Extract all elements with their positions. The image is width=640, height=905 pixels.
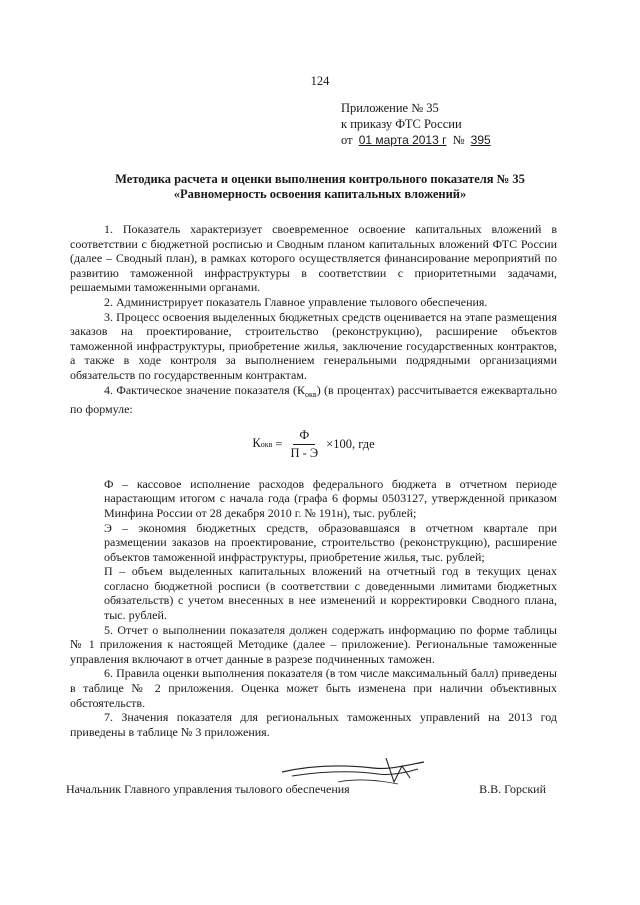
paragraph-5: 5. Отчет о выполнении показателя должен содержать информацию по форме таблицы № 1 приложения к настоящей Методике (далее – приложение). Региональные таможенные управления включают в отчет данные в разрезе подчиненных таможен.	[70, 622, 557, 666]
appendix-number-sign: №	[452, 133, 465, 147]
page-number: 124	[310, 74, 330, 88]
formula-tail: ×100, где	[326, 437, 375, 452]
formula-denominator: П - Э	[290, 446, 319, 461]
paragraph-7: 7. Значения показателя для региональных таможенных управлений на 2013 год приведены в таблице № 3 приложения.	[70, 710, 557, 739]
formula-fraction	[284, 428, 324, 461]
appendix-line-3	[341, 132, 494, 148]
formula	[70, 421, 557, 469]
formula-lhs	[252, 436, 272, 453]
paragraph-4	[70, 383, 557, 417]
title-line-2: «Равномерность освоения капитальных вложений»	[173, 187, 467, 201]
paragraph-4-part-a: 4. Фактическое значение показателя (К	[104, 382, 306, 397]
paragraph-6: 6. Правила оценки выполнения показателя (в том числе максимальный балл) приведены в таблице № 2 приложения. Оценка может быть изменена при наличии объективных обстоятельств.	[70, 666, 557, 710]
formula-equals: =	[275, 437, 283, 452]
document-body	[70, 222, 557, 739]
document-title	[70, 172, 570, 202]
appendix-line-1: Приложение № 35	[341, 101, 439, 115]
appendix-line-2: к приказу ФТС России	[341, 117, 462, 131]
definition-p: П – объем выделенных капитальных вложений на отчетный год в текущих ценах согласно бюджетной росписи (в соответствии с доведенными лимитами бюджетных обязательств) с учетом внесенных в нее изменений и корректировки Сводного плана, тыс. рублей.	[104, 564, 557, 623]
definition-e: Э – экономия бюджетных средств, образовавшаяся в отчетном квартале при размещении заказов на проектирование, строительство (реконструкцию), расширение объектов таможенной инфраструктуры, приобретение жилья, тыс. рублей;	[104, 520, 557, 564]
formula-lhs-subscript: окв	[260, 440, 273, 450]
formula-numerator: Ф	[293, 428, 315, 445]
appendix-header	[341, 100, 494, 148]
definition-f: Ф – кассовое исполнение расходов федерального бюджета в отчетном периоде нарастающим итогом с начала года (графа 6 формы 0503127, утвержденной приказом Минфина России от 28 декабря 2010 г. № 191н), тыс. рублей;	[104, 476, 557, 520]
paragraph-4-subscript: окв	[305, 389, 317, 399]
paragraph-3: 3. Процесс освоения выделенных бюджетных средств оценивается на этапе размещения заказов на проектирование, строительство (реконструкцию), расширение объектов таможенной инфраструктуры, приобретение жилья, заключение государственных контрактов, а также в ходе контроля за выполнением генеральными подрядными организациями обязательств по государственным контрактам.	[70, 309, 557, 382]
paragraph-4-part-b: ) (в процентах) рассчитывается ежеквартально по формуле:	[70, 382, 557, 417]
title-line-1: Методика расчета и оценки выполнения контрольного показателя № 35	[115, 172, 525, 186]
appendix-date: 01 марта 2013 г	[358, 133, 447, 147]
appendix-date-prefix: от	[341, 133, 353, 147]
signatory-role: Начальник Главного управления тылового обеспечения	[66, 782, 350, 796]
paragraph-1: 1. Показатель характеризует своевременное освоение капитальных вложений в соответствии с бюджетной росписью и Сводным планом капитальных вложений ФТС России (далее – Сводный план), в рамках которого осуществляется финансирование мероприятий по развитию таможенной инфраструктуры в соответствии с приоритетными задачами, решаемыми таможенными органами.	[70, 222, 557, 295]
formula-definitions	[104, 477, 557, 623]
signatory-name: В.В. Горский	[479, 782, 546, 796]
appendix-number: 395	[470, 133, 491, 147]
formula-lhs-symbol: К	[252, 436, 261, 451]
paragraph-2: 2. Администрирует показатель Главное управление тылового обеспечения.	[104, 294, 488, 309]
